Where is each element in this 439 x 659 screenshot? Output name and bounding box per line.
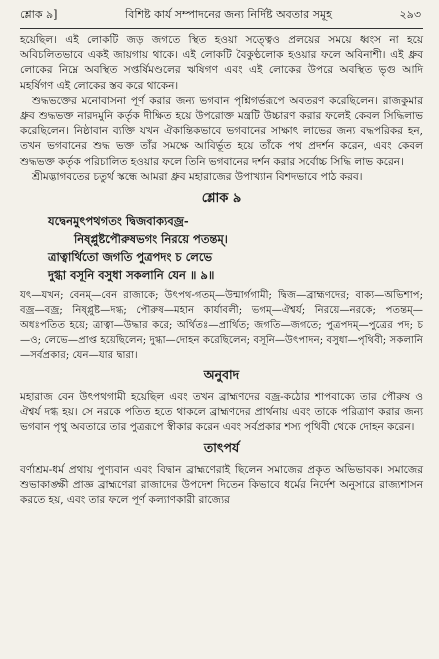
word-synonyms: যৎ—যখন; বেনম্—বেন রাজাকে; উৎপথ-গতম্—উন্মার্গগামী; দ্বিজ—ব্রাহ্মণদের; বাক্য—অভিশাপ; বজ্র—বজ্র; নিষ্প্লুষ্ট—দগ্ধ; পৌরুষ—মহান কার্যাবলী; ভগম্—ঐশ্বর্য; নিরয়ে—নরকে; পতন্তম্—অধঃপতিত হয়ে; ত্রাত্বা—উদ্ধার করে; অর্থিতঃ—প্রার্থিত; জগতি—জগতে; পুত্রপদম্—পুত্রের পদ; চ—ও; লেভে—প্রাপ্ত হয়েছিলেন; দুগ্ধা—দোহন করেছিলেন; বসূনি—উৎপাদন; বসুধা—পৃথিবী; সকলানি—সর্বপ্রকার; যেন—যার দ্বারা। <box>20 290 423 362</box>
intro-paragraph: শ্রীমদ্ভাগবতের চতুর্থ স্কন্ধে আমরা ধ্রুব মহারাজের উপাখ্যান বিশদভাবে পাঠ করব। <box>32 170 363 183</box>
purport-text: বর্ণাশ্রম-ধর্ম প্রথায় পুণ্যবান এবং বিদ্বান ব্রাহ্মণেরাই ছিলেন সমাজের প্রকৃত অভিভাবক। সমাজের শুভাকাঙ্ক্ষী প্রাজ্ঞ ব্রাহ্মণেরা রাজাদের উপদেশ দিতেন কিভাবে ধর্মের নির্দেশ অনুসারে রাজ্যশাসন করতে হয়, এবং তার ফলে পূর্ণ কল্যাণকারী রাজ্যের <box>20 463 423 507</box>
intro-paragraph: শুদ্ধভক্তের মনোবাসনা পূর্ণ করার জন্য ভগবান পৃশ্নিগর্ভরূপে অবতরণ করেছিলেন। রাজকুমার ধ্রুব শুদ্ধভক্ত নারদমুনি কর্তৃক দীক্ষিত হয়ে উপরোক্ত মন্ত্রটি উচ্চারণ করার ফলেই কেবল সিদ্ধিলাভ করেছিলেন। নিষ্ঠাবান ব্যক্তি যখন ঐকান্তিকভাবে ভগবানের সাক্ষাৎ লাভের জন্য বদ্ধপরিকর হন, তখন ভগবানের শুদ্ধ ভক্ত তাঁর সমক্ষে আবির্ভূত হয়ে তাঁকে পথ প্রদর্শন করেন, এবং কেবল শুদ্ধভক্ত কর্তৃক পরিচালিত হওয়ার ফলে তিনি ভগবানের দর্শন করার সর্বোচ্চ সিদ্ধি লাভ করেন। <box>20 94 423 168</box>
sanskrit-verse <box>48 212 423 284</box>
intro-paragraph: হয়েছিল। এই লোকটি জড় জগতে স্থিত হওয়া সত্ত্বেও প্রলয়ের সময়ে ধ্বংস না হয়ে অবিচলিতভাবে একই জায়গায় থাকে। এই লোকটি বৈকুণ্ঠলোক হওয়ার ফলে অবিনাশী। এই ধ্রুব লোকের নিম্নে অবস্থিত সপ্তর্ষিমণ্ডলের ঋষিগণ এবং এই লোকের উপরে অবস্থিত ভৃগু আদি মহর্ষিগণ এই লোকের স্তব করে থাকেন। <box>20 34 423 92</box>
header-chapter-title: বিশিষ্ট কার্য সম্পাদনের জন্য নির্দিষ্ট অবতার সমূহ <box>125 8 332 21</box>
header-rule <box>20 28 423 29</box>
verse-line: দুগ্ধা বসূনি বসুধা সকলানি যেন ॥ ৯॥ <box>48 268 215 283</box>
header-verse-ref: শ্লোক ৯] <box>20 8 58 21</box>
verse-line: ত্রাত্বার্থিতো জগতি পুত্রপদং চ লেভে <box>48 250 213 265</box>
translation-heading: অনুবাদ <box>203 367 240 383</box>
verse-heading: শ্লোক ৯ <box>201 191 242 207</box>
verse-line: নিষ্প্লুষ্টপৌরুষভগং নিরয়ে পতন্তম্। <box>74 232 228 247</box>
running-header <box>20 6 423 28</box>
page-number: ২৯৩ <box>399 8 421 21</box>
translation-text: মহারাজ বেন উৎপথগামী হয়েছিল এবং তখন ব্রাহ্মণদের বজ্র-কঠোর শাপবাক্যে তার পৌরুষ ও ঐশ্বর্য দগ্ধ হয়। সে নরকে পতিত হতে থাকলে ব্রাহ্মণদের প্রার্থনায় এবং তাকে পরিত্রাণ করার জন্য ভগবান পৃথু অবতারে তার পুত্ররূপে স্বীকার করেন এবং সর্বপ্রকার শস্য পৃথিবী থেকে দোহন করেন। <box>20 391 423 434</box>
purport-heading: তাৎপর্য <box>203 439 240 455</box>
verse-line: যদ্বেনমুৎপথগতং দ্বিজবাক্যবজ্র- <box>48 214 189 229</box>
